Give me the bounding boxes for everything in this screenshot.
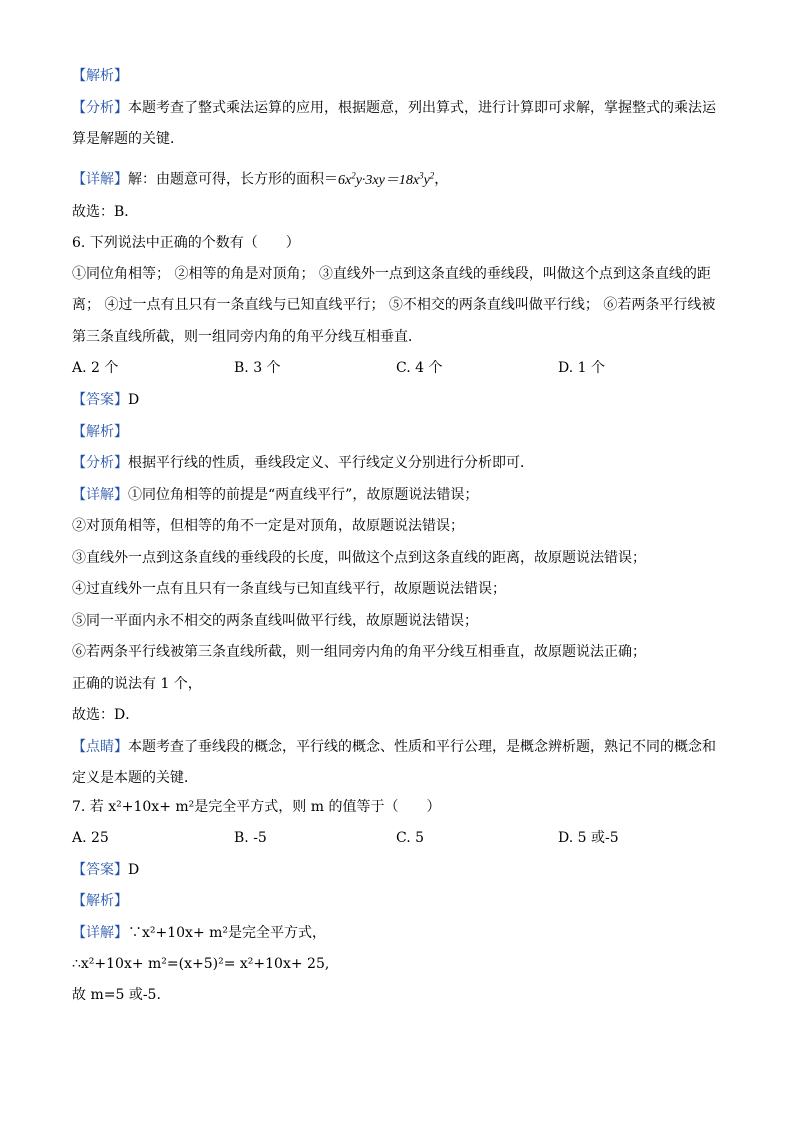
- q6-xiangjie-tag: 【详解】: [72, 487, 128, 503]
- q6-option-a: A. 2 个: [72, 360, 119, 376]
- q7-option-b: B. -5: [234, 830, 267, 846]
- q6-fenxi-line: [72, 454, 534, 472]
- q6-xiangjie-line-1: 【详解】①同位角相等的前提是“两直线平行”，故原题说法错误；: [72, 487, 479, 503]
- q6-choice: 故选：D．: [72, 707, 140, 723]
- q5-solution-line: 【详解】解：由题意可得，长方形的面积$=6x^2y\cdot 3xy=18x^3y^2$，: [72, 170, 449, 188]
- q7-answer: D: [128, 862, 140, 878]
- q5-solution-prefix: 解：由题意可得，长方形的面积＝: [128, 171, 338, 188]
- q6-fenxi-tag: 【分析】: [72, 455, 128, 471]
- analysis-tag: 【解析】: [72, 68, 128, 84]
- q6-xiangjie-line-5: ⑤同一平面内永不相交的两条直线叫做平行线，故原题说法错误；: [72, 613, 478, 629]
- q6-xiangjie-line-6: ⑥若两条平行线被第三条直线所截，则一组同旁内角的角平分线互相垂直，故原题说法正确；: [72, 644, 646, 660]
- q6-count: 正确的说法有 1 个，: [72, 676, 202, 692]
- answer-tag: 【答案】: [72, 392, 128, 408]
- fenxi-tag: 【分析】: [72, 100, 128, 116]
- area-formula: $6x^2y\cdot 3xy=18x^3y^2$: [338, 170, 435, 188]
- q7-xiangjie-tag: 【详解】: [72, 925, 128, 941]
- q6-question: 6. 下列说法中正确的个数有（ ）: [72, 235, 300, 251]
- q6-xiangjie-line-3: ③直线外一点到这条直线的垂线段的长度，叫做这个点到这条直线的距离，故原题说法错误；: [72, 550, 646, 566]
- xiangjie-tag: 【详解】: [72, 171, 128, 188]
- q6-statement-line-2: 离； ④过一点有且只有一条直线与已知直线平行； ⑤不相交的两条直线叫做平行线； ⑥若两条平行线被: [72, 297, 716, 313]
- q6-answer-line: [72, 391, 139, 409]
- q7-analysis-tag: 【解析】: [72, 893, 128, 909]
- dianjing-tag: 【点睛】: [72, 739, 128, 755]
- q6-option-b: B. 3 个: [234, 360, 281, 376]
- q6-dianjing-line-2: 定义是本题的关键．: [72, 770, 198, 786]
- q7-xiangjie-line-1: 【详解】∵x²+10x+ m²是完全平方式，: [72, 925, 327, 941]
- q7-answer-tag: 【答案】: [72, 862, 128, 878]
- q6-statement-line-3: 第三条直线所截，则一组同旁内角的角平分线互相垂直．: [72, 329, 422, 345]
- q6-statement-line-1: ①同位角相等； ②相等的角是对顶角； ③直线外一点到这条直线的垂线段，叫做这个点到这条直线的距: [72, 266, 711, 282]
- q7-line-2: ∴x²+10x+ m²=(x+5)²= x²+10x+ 25,: [72, 956, 330, 972]
- q7-option-c: C. 5: [396, 830, 425, 846]
- q6-dianjing-line-1: 【点睛】本题考查了垂线段的概念，平行线的概念、性质和平行公理，是概念辨析题，熟记不同的概念和: [72, 739, 716, 755]
- q7-option-a: A. 25: [72, 830, 109, 846]
- q7-option-d: D. 5 或-5: [558, 830, 619, 846]
- q7-question: 7. 若 x²+10x+ m²是完全平方式，则 m 的值等于（ ）: [72, 799, 441, 815]
- q5-fenxi-text-1: 本题考查了整式乘法运算的应用，根据题意，列出算式，进行计算即可求解，掌握整式的乘法运: [128, 100, 716, 116]
- q6-option-d: D. 1 个: [558, 360, 605, 376]
- q5-analysis-line-1: [72, 99, 716, 117]
- q5-fenxi-text-2: 算是解题的关键．: [72, 131, 184, 147]
- q6-analysis-tag: 【解析】: [72, 424, 128, 440]
- q6-xiangjie-line-2: ②对顶角相等，但相等的角不一定是对顶角，故原题说法错误；: [72, 518, 464, 534]
- q6-xiangjie-line-4: ④过直线外一点有且只有一条直线与已知直线平行，故原题说法错误；: [72, 581, 506, 597]
- q7-line-3: 故 m=5 或-5.: [72, 987, 161, 1003]
- q7-answer-line: [72, 861, 139, 879]
- q6-fenxi-text: 根据平行线的性质，垂线段定义、平行线定义分别进行分析即可．: [128, 455, 534, 471]
- q5-choice: 故选：B．: [72, 204, 139, 220]
- q6-option-c: C. 4 个: [396, 360, 443, 376]
- q6-answer: D: [128, 392, 140, 408]
